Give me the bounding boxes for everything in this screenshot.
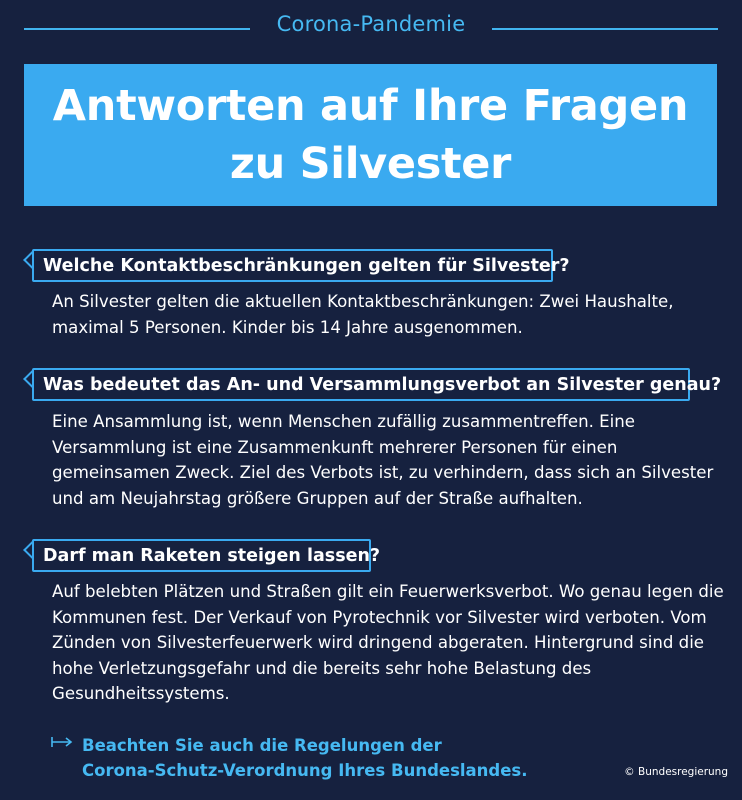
title-line-2: zu Silvester (229, 139, 512, 189)
footer-note-line-2: Corona-Schutz-Verordnung Ihres Bundeslandes. (82, 761, 528, 780)
question-3 (32, 539, 381, 572)
answer-1: An Silvester gelten die aktuellen Kontaktbeschränkungen: Zwei Haushalte, maximal 5 Personen. Kinder bis 14 Jahre ausgenommen. (52, 292, 674, 337)
question-2 (32, 368, 722, 401)
kicker-label: Corona-Pandemie (276, 12, 466, 36)
question-1-text: Welche Kontaktbeschränkungen gelten für Silvester? (43, 255, 570, 276)
question-3-text: Darf man Raketen steigen lassen? (43, 545, 381, 566)
question-2-text: Was bedeutet das An- und Versammlungsverbot an Silvester genau? (43, 374, 722, 395)
title-banner (24, 64, 717, 206)
copyright-label: © Bundesregierung (624, 766, 728, 778)
arrow-right-icon (50, 735, 74, 749)
title-line-1: Antworten auf Ihre Fragen (52, 81, 689, 131)
footer-note (82, 733, 582, 783)
answer-3: Auf belebten Plätzen und Straßen gilt ein Feuerwerksverbot. Wo genau legen die Kommunen fest. Der Verkauf von Pyrotechnik vor Silvester wird verboten. Vom Zünden von Silvesterfeuerwerk wird dringend abgeraten. Hintergrund sind die hohe Verletzungsgefahr und die bereits sehr hohe Belastung des Gesundheitssystems. (52, 582, 724, 703)
answer-2: Eine Ansammlung ist, wenn Menschen zufällig zusammentreffen. Eine Versammlung ist eine Zusammenkunft mehrerer Personen für einen gemeinsamen Zweck. Ziel des Verbots ist, zu verhindern, dass sich an Silvester und am Neujahrstag größere Gruppen auf der Straße aufhalten. (52, 412, 714, 508)
footer-note-line-1: Beachten Sie auch die Regelungen der (82, 736, 442, 755)
question-1 (32, 249, 570, 282)
page-title (53, 77, 688, 193)
